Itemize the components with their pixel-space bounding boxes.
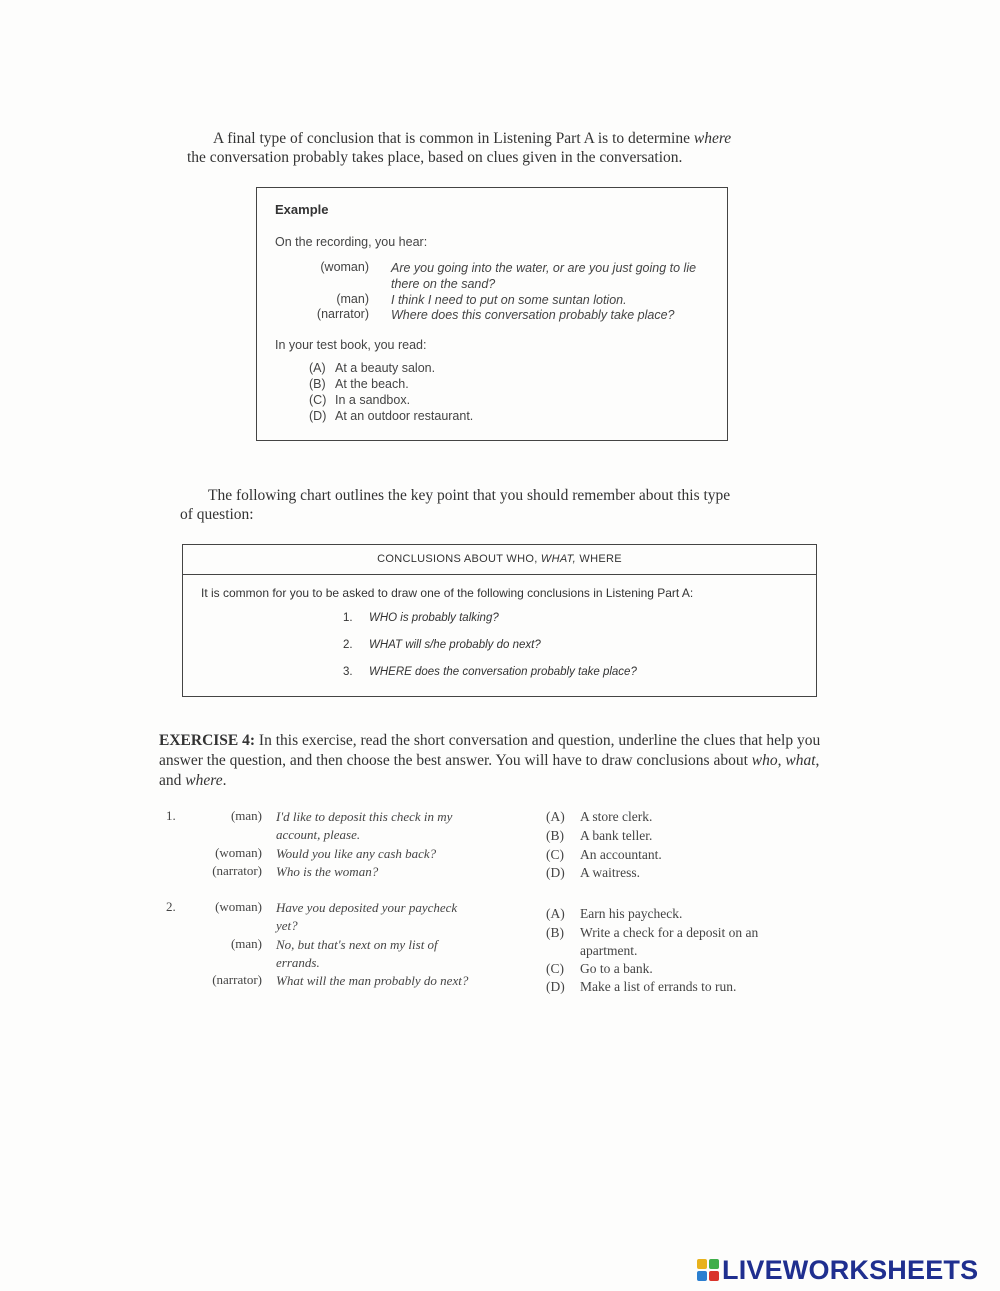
answer-option[interactable] bbox=[546, 978, 816, 996]
example-utterance: Where does this conversation probably take place? bbox=[391, 308, 675, 322]
example-box bbox=[256, 187, 728, 441]
chart-intro-line1: The following chart outlines the key point that you should remember about this type bbox=[208, 487, 731, 504]
chart-item bbox=[343, 639, 541, 651]
option-label: (A) bbox=[546, 809, 565, 824]
question-utterance: Have you deposited your paycheck yet? bbox=[276, 900, 458, 933]
chart-item-num: 3. bbox=[343, 666, 353, 678]
chart-heading-what: WHAT, bbox=[540, 553, 577, 565]
logo-square bbox=[709, 1259, 719, 1269]
example-option bbox=[309, 393, 410, 407]
option-label: (D) bbox=[309, 409, 327, 423]
option-text: A bank teller. bbox=[580, 828, 653, 843]
chart-heading-part: WHERE bbox=[576, 553, 622, 565]
exercise-what: what bbox=[785, 752, 816, 769]
chart-item-text: WHO is probably talking? bbox=[369, 612, 499, 624]
example-utterance: I think I need to put on some suntan lotion. bbox=[391, 293, 627, 307]
option-label: (C) bbox=[546, 847, 564, 862]
option-label: (D) bbox=[546, 865, 565, 880]
logo-square bbox=[709, 1271, 719, 1281]
question-utterance: Would you like any cash back? bbox=[276, 846, 437, 861]
exercise-who: who bbox=[751, 752, 778, 769]
chart-heading-part: CONCLUSIONS ABOUT WHO, bbox=[377, 553, 541, 565]
option-label: (C) bbox=[546, 961, 564, 976]
conclusions-chart bbox=[182, 544, 817, 697]
option-label: (B) bbox=[546, 925, 564, 940]
intro-paragraph bbox=[187, 129, 807, 167]
chart-intro-paragraph bbox=[180, 486, 820, 524]
answer-option[interactable] bbox=[546, 960, 816, 978]
example-speaker: (woman) bbox=[320, 260, 369, 274]
example-option bbox=[309, 409, 473, 423]
example-utterance: Are you going into the water, or are you just going to lie there on the sand? bbox=[391, 261, 697, 291]
option-text: Earn his paycheck. bbox=[580, 906, 683, 921]
chart-heading bbox=[183, 545, 816, 575]
chart-item-num: 1. bbox=[343, 612, 353, 624]
example-speaker: (narrator) bbox=[316, 307, 369, 321]
question-number: 2. bbox=[166, 899, 176, 914]
option-label: (A) bbox=[309, 361, 326, 375]
question-utterance: No, but that's next on my list of errands. bbox=[276, 937, 438, 970]
chart-intro-line2: of question: bbox=[180, 506, 254, 523]
question-speaker: (man) bbox=[230, 808, 262, 823]
intro-line1: A final type of conclusion that is common in Listening Part A is to determine bbox=[213, 130, 694, 147]
exercise-sep: . bbox=[222, 772, 227, 789]
example-hear-label: On the recording, you hear: bbox=[275, 235, 428, 249]
option-text: Make a list of errands to run. bbox=[580, 979, 737, 994]
option-text: An accountant. bbox=[580, 847, 662, 862]
logo-square bbox=[697, 1271, 707, 1281]
logo-mark-icon bbox=[697, 1259, 719, 1281]
chart-item-text: WHERE does the conversation probably take place? bbox=[369, 666, 637, 678]
answer-option[interactable] bbox=[546, 827, 816, 845]
option-text: Go to a bank. bbox=[580, 961, 653, 976]
question-speaker: (narrator) bbox=[212, 863, 262, 878]
exercise-sep: , bbox=[777, 752, 786, 769]
exercise-sep: , and bbox=[159, 752, 820, 789]
example-read-label: In your test book, you read: bbox=[275, 338, 427, 352]
question-speaker: (narrator) bbox=[212, 972, 262, 987]
option-text: At an outdoor restaurant. bbox=[335, 409, 474, 423]
option-text: At the beach. bbox=[335, 377, 409, 391]
example-option bbox=[309, 361, 435, 375]
question-number: 1. bbox=[166, 808, 176, 823]
chart-item bbox=[343, 666, 637, 678]
intro-emph-where: where bbox=[693, 130, 732, 147]
example-option bbox=[309, 377, 409, 391]
exercise-where: where bbox=[185, 772, 223, 789]
example-speaker: (man) bbox=[336, 292, 369, 306]
chart-item bbox=[343, 612, 499, 624]
option-text: Write a check for a deposit on an apartment. bbox=[580, 925, 759, 958]
chart-item-num: 2. bbox=[343, 639, 353, 651]
logo-square bbox=[697, 1259, 707, 1269]
answer-option[interactable] bbox=[546, 924, 816, 960]
question-speaker: (woman) bbox=[215, 899, 262, 914]
exercise-instructions bbox=[159, 731, 829, 791]
intro-line2: the conversation probably takes place, based on clues given in the conversation. bbox=[187, 149, 683, 166]
option-label: (C) bbox=[309, 393, 327, 407]
option-text: A store clerk. bbox=[580, 809, 653, 824]
chart-item-text: WHAT will s/he probably do next? bbox=[369, 639, 541, 651]
question-speaker: (man) bbox=[230, 936, 262, 951]
question-speaker: (woman) bbox=[215, 845, 262, 860]
question-utterance: What will the man probably do next? bbox=[276, 973, 469, 988]
question-utterance: I'd like to deposit this check in my account, please. bbox=[276, 809, 453, 842]
liveworksheets-logo bbox=[697, 1255, 978, 1285]
option-text: A waitress. bbox=[580, 865, 640, 880]
chart-lead: It is common for you to be asked to draw one of the following conclusions in Listening Part A: bbox=[201, 586, 694, 600]
answer-option[interactable] bbox=[546, 846, 816, 864]
option-label: (D) bbox=[546, 979, 565, 994]
exercise-text: In this exercise, read the short conversation and question, underline the clues that help you answer the question, and then choose the best answer. You will have to draw conclusions about bbox=[159, 732, 821, 769]
exercise-label: EXERCISE 4: bbox=[159, 732, 256, 749]
option-label: (A) bbox=[546, 906, 565, 921]
example-title: Example bbox=[275, 202, 329, 217]
answer-option[interactable] bbox=[546, 905, 816, 923]
answer-option[interactable] bbox=[546, 808, 816, 826]
question-utterance: Who is the woman? bbox=[276, 864, 379, 879]
option-label: (B) bbox=[309, 377, 326, 391]
logo-text: LIVEWORKSHEETS bbox=[722, 1254, 979, 1285]
option-text: At a beauty salon. bbox=[335, 361, 436, 375]
answer-option[interactable] bbox=[546, 864, 816, 882]
option-label: (B) bbox=[546, 828, 564, 843]
option-text: In a sandbox. bbox=[335, 393, 411, 407]
